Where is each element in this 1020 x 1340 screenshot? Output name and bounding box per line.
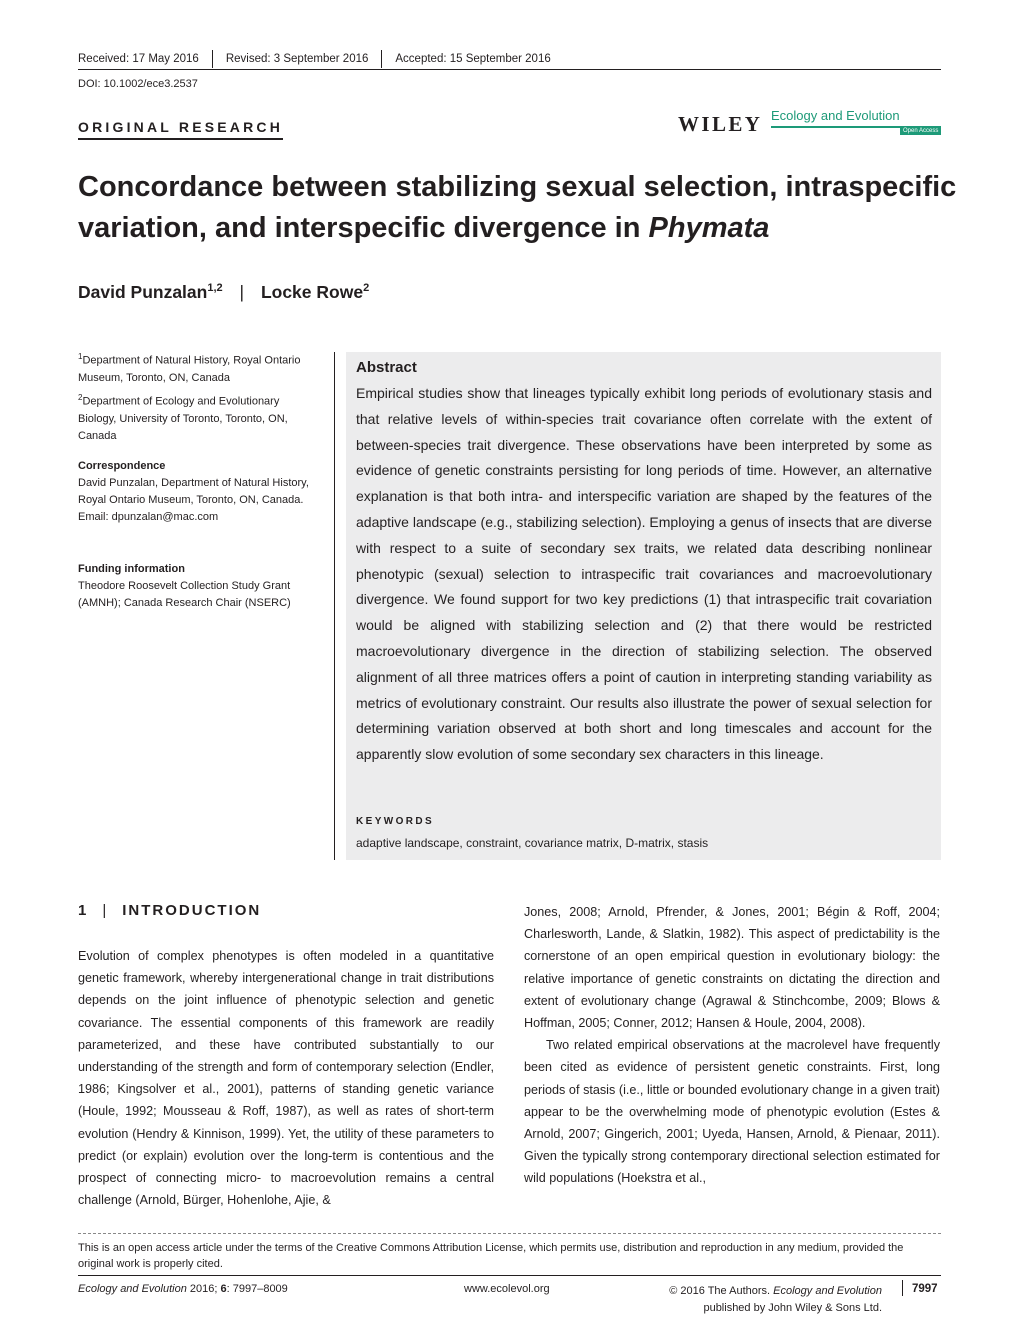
copyright-publisher: published by John Wiley & Sons Ltd. xyxy=(703,1302,882,1314)
title-genus: Phymata xyxy=(648,212,770,244)
copyright-journal: Ecology and Evolution xyxy=(773,1285,882,1297)
body-column-right xyxy=(524,901,940,1190)
section-label: ORIGINAL RESEARCH xyxy=(78,119,283,140)
citation xyxy=(78,1283,288,1295)
license-note: This is an open access article under the terms of the Creative Commons Attribution License, which permits use, distribution and reproduction in any medium, provided the original work is properly cited. xyxy=(78,1242,904,1270)
affiliation-2 xyxy=(78,389,318,445)
author-separator: | xyxy=(239,282,245,302)
affiliation-text: Department of Ecology and Evolutionary Biology, University of Toronto, Toronto, ON, Canada xyxy=(78,395,288,442)
correspondence xyxy=(78,458,318,526)
paragraph: Jones, 2008; Arnold, Pfrender, & Jones, 2001; Bégin & Roff, 2004; Charlesworth, Lande, & Slatkin, 1982). This aspect of predictability is the cornerstone of an open empirical question in evolutionary biology: the relative importance of genetic constraints on dictating the direction and extent of evolutionary change (Agrawal & Stinchcombe, 2009; Blows & Hoffman, 2005; Conner, 2012; Hansen & Houle, 2004, 2008). xyxy=(524,905,940,1031)
footnote-divider xyxy=(78,1233,941,1234)
author-affiliation-mark: 1,2 xyxy=(207,282,223,295)
journal-logo: Ecology and Evolution xyxy=(771,108,900,123)
received-date: Received: 17 May 2016 xyxy=(78,53,199,65)
page-number: 7997 xyxy=(912,1283,938,1295)
citation-volume: 6 xyxy=(220,1283,227,1295)
doi[interactable]: DOI: 10.1002/ece3.2537 xyxy=(78,78,198,90)
funding-text: Theodore Roosevelt Collection Study Grant (AMNH); Canada Research Chair (NSERC) xyxy=(78,580,291,609)
sidebar-divider xyxy=(334,352,335,860)
author-list xyxy=(78,282,369,303)
affiliation-mark: 2 xyxy=(78,393,83,402)
funding-heading: Funding information xyxy=(78,563,185,575)
author-name[interactable]: David Punzalan xyxy=(78,282,208,302)
citation-pages: : 7997–8009 xyxy=(226,1283,288,1295)
title-main: Concordance between stabilizing sexual selection, intraspecific variation, and interspecific divergence in xyxy=(78,171,957,244)
abstract-heading: Abstract xyxy=(356,359,417,376)
open-access-badge: Open Access xyxy=(900,127,941,135)
paragraph: Two related empirical observations at the macrolevel have frequently been cited as evidence of persistent genetic constraints. First, long periods of stasis (i.e., little or bounded evolutionary change in a given trait) appear to be the overwhelming mode of phenotypic evolution (Estes & Arnold, 2007; Gingerich, 2001; Uyeda, Hansen, Arnold, & Pienaar, 2011). Given the typically strong contemporary directional selection estimated for wild populations (Hoekstra et al., xyxy=(524,1038,940,1186)
section-title: INTRODUCTION xyxy=(122,902,262,919)
keywords-text: adaptive landscape, constraint, covariance matrix, D-matrix, stasis xyxy=(356,836,709,850)
footer-separator xyxy=(902,1280,903,1296)
citation-journal: Ecology and Evolution xyxy=(78,1283,187,1295)
revised-date: Revised: 3 September 2016 xyxy=(212,50,382,68)
body-column-left xyxy=(78,945,494,1211)
correspondence-email[interactable]: Email: dpunzalan@mac.com xyxy=(78,511,219,523)
copyright-prefix: © 2016 The Authors. xyxy=(669,1285,774,1297)
header-rule xyxy=(78,69,941,70)
abstract-text: Empirical studies show that lineages typically exhibit long periods of evolutionary stasis and that relative levels of within-species trait covariance often correlate with the extent of between-species trait divergence. These observations have been interpreted by some as evidence of genetic constraints persisting for long periods of time. However, an alternative explanation is that both intra- and interspecific variation are shaped by the features of the adaptive landscape (e.g., stabilizing selection). Employing a genus of insects that are diverse with respect to a suite of secondary sex traits, we related data describing nonlinear phenotypic (sexual) selection to intraspecific trait covariances and macroevolutionary divergence. We found support for two key predictions (1) that intraspecific trait covariation would be aligned with stabilizing selection and (2) that there would be restricted macroevolutionary divergence in the direction of stabilizing selection. The observed alignment of all three matrices offers a point of caution in interpreting standing variability as metrics of evolutionary constraint. Our results also illustrate the power of sexual selection for determining variation observed at both short and long timescales and account for the apparently slow evolution of some secondary sex characters in this lineage. xyxy=(356,385,932,763)
author-name[interactable]: Locke Rowe xyxy=(260,282,364,302)
author-affiliation-mark: 2 xyxy=(363,282,370,295)
footer-rule xyxy=(78,1275,941,1276)
correspondence-heading: Correspondence xyxy=(78,460,166,472)
citation-year: 2016; xyxy=(186,1283,221,1295)
article-title xyxy=(78,167,958,249)
keywords-heading: KEYWORDS xyxy=(356,816,435,827)
section-heading xyxy=(78,902,261,919)
affiliation-1 xyxy=(78,348,318,387)
article-dates xyxy=(78,50,564,68)
affiliation-text: Department of Natural History, Royal Ontario Museum, Toronto, ON, Canada xyxy=(78,354,301,384)
affiliation-mark: 1 xyxy=(78,352,83,361)
publisher-logo: WILEY xyxy=(678,112,763,136)
accepted-date: Accepted: 15 September 2016 xyxy=(381,50,563,68)
correspondence-address: David Punzalan, Department of Natural History, Royal Ontario Museum, Toronto, ON, Canada. xyxy=(78,477,309,506)
paragraph: Evolution of complex phenotypes is often modeled in a quantitative genetic framework, whereby intergenerational change in trait distributions depends on the joint influence of phenotypic selection and genetic covariance. The essential components of this framework are readily parameterized, and these have contributed substantially to our understanding of the strength and form of contemporary selection (Endler, 1986; Kingsolver et al., 2001), patterns of standing genetic variance (Houle, 1992; Mousseau & Roff, 1987), as well as rates of short-term evolution (Hendry & Kinnison, 1999). Yet, the utility of these parameters to predict (or explain) evolution over the long-term is contentious and the prospect of connecting micro- to macroevolution remains a central challenge (Arnold, Bürger, Hohenlohe, Ajie, & xyxy=(78,949,494,1208)
copyright xyxy=(580,1283,882,1317)
funding xyxy=(78,561,318,612)
journal-website[interactable]: www.ecolevol.org xyxy=(464,1283,550,1295)
section-number: 1 xyxy=(78,902,89,919)
section-separator: | xyxy=(102,902,109,919)
